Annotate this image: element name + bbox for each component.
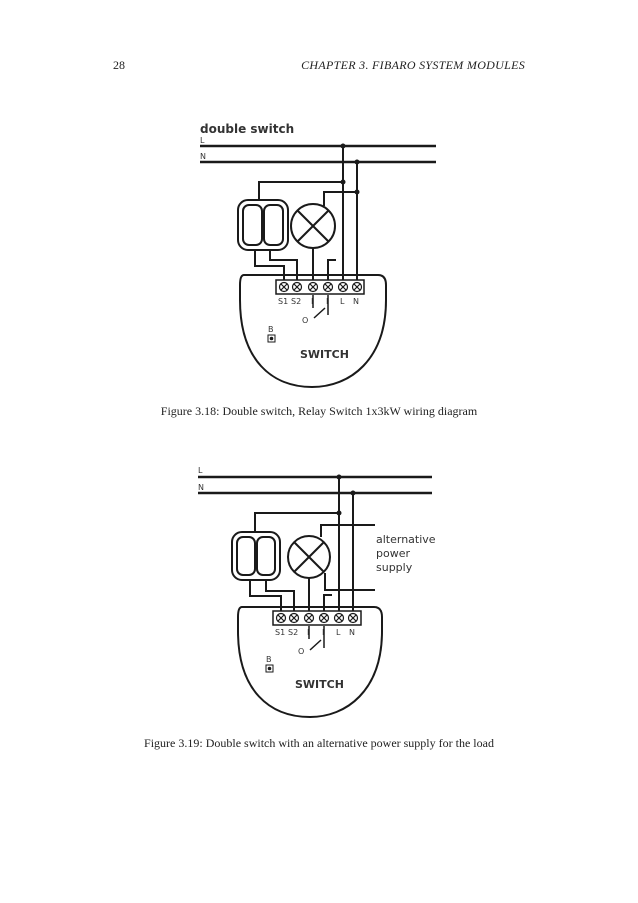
figure-3-18-diagram: [0, 110, 638, 400]
figure-3-19-caption: Figure 3.19: Double switch with an alternative power supply for the load: [144, 736, 494, 750]
button-label: B: [266, 655, 272, 664]
wiring-diagram-alt-supply: [0, 455, 638, 725]
diagram-title: double switch: [200, 122, 295, 136]
supply-label-line3: supply: [376, 561, 413, 574]
terminal-label-s1: S1: [278, 297, 289, 306]
output-label: O: [302, 316, 309, 325]
switch-key-right: [264, 205, 283, 245]
switch-key-left: [243, 205, 262, 245]
terminal-label-i2: I: [322, 628, 325, 637]
terminal-label-s2: S2: [291, 297, 302, 306]
label-l: L: [200, 136, 205, 145]
terminal-label-s1: S1: [275, 628, 286, 637]
terminal-label-l: L: [336, 628, 341, 637]
output-label: O: [298, 647, 305, 656]
terminal-label-i2: I: [326, 297, 329, 306]
label-n: N: [200, 152, 206, 161]
switch-key-right: [257, 537, 275, 575]
terminal-label-i1: I: [311, 297, 314, 306]
terminal-block: [276, 280, 364, 294]
page-header: [0, 58, 638, 78]
wiring-diagram-double-switch: [0, 110, 638, 400]
module-label: SWITCH: [300, 348, 349, 361]
figure-3-18-caption: Figure 3.18: Double switch, Relay Switch 1x3kW wiring diagram: [160, 404, 478, 418]
figure-3-19-diagram: [0, 455, 638, 725]
terminal-label-n: N: [349, 628, 355, 637]
button-label: B: [268, 325, 274, 334]
supply-label-line2: power: [376, 547, 410, 560]
supply-label-line1: alternative: [376, 533, 436, 546]
terminal-label-l: L: [340, 297, 345, 306]
terminal-block: [273, 611, 361, 625]
label-n: N: [198, 483, 204, 492]
chapter-title: CHAPTER 3. FIBARO SYSTEM MODULES: [301, 58, 525, 72]
module-label: SWITCH: [295, 678, 344, 691]
label-l: L: [198, 466, 203, 475]
terminal-label-n: N: [353, 297, 359, 306]
switch-key-left: [237, 537, 255, 575]
terminal-label-s2: S2: [288, 628, 299, 637]
page-number: 28: [113, 58, 125, 72]
terminal-label-i1: I: [307, 628, 310, 637]
